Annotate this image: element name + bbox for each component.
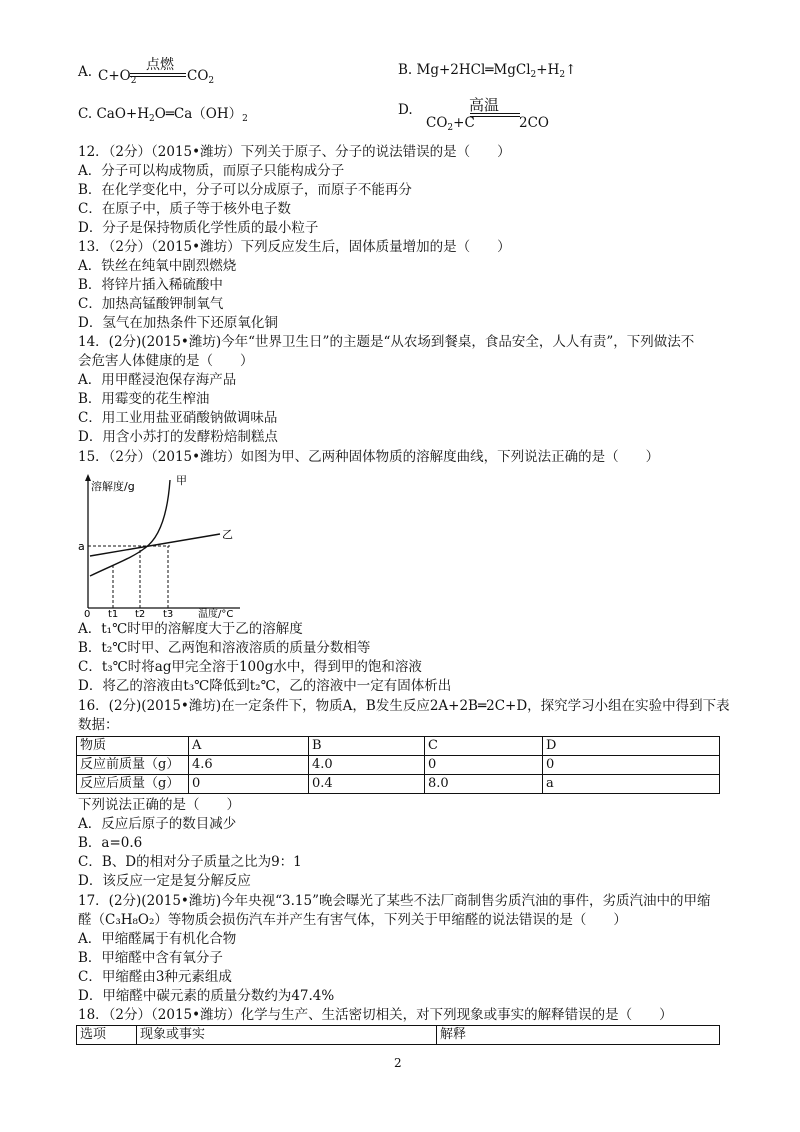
y-axis-label: 溶解度/g — [91, 480, 135, 493]
q11-a-product: $CO_2$ — [187, 68, 215, 86]
q16-data-table — [76, 736, 720, 794]
q11-d-product: 2CO — [519, 115, 549, 131]
table-header-cell: 物质 — [77, 737, 189, 756]
q12-stem: 12．（2分）（2015•潍坊）下列关于原子、分子的说法错误的是（ ） — [78, 144, 511, 160]
q16-after-table: 下列说法正确的是（ ） — [78, 797, 240, 813]
q12-option-d: D．分子是保持物质化学性质的最小粒子 — [78, 220, 319, 236]
curve-jia — [90, 480, 170, 576]
q11-a-condition: 点燃 — [146, 57, 174, 73]
origin-label: 0 — [84, 609, 91, 618]
q14-option-a: A．用甲醛浸泡保存海产品 — [78, 372, 237, 388]
q15-option-b: B．t₂℃时甲、乙两饱和溶液溶质的质量分数相等 — [78, 640, 371, 656]
table-cell: 8.0 — [425, 775, 543, 794]
q11-a-equal-bar-top — [130, 73, 186, 74]
q17-option-c: C．甲缩醛由3种元素组成 — [78, 969, 232, 985]
a-tick-label: a — [78, 540, 85, 553]
q12-option-a: A．分子可以构成物质，而原子只能构成分子 — [78, 163, 345, 179]
q13-option-b: B．将锌片插入稀硫酸中 — [78, 277, 223, 293]
q11-a-equation: $C+O_2$ — [98, 68, 137, 86]
table-cell: 0 — [189, 775, 309, 794]
q15-stem: 15．（2分）（2015•潍坊）如图为甲、乙两种固体物质的溶解度曲线，下列说法正确的是（ ） — [78, 449, 660, 465]
q11-d-condition: 高温 — [468, 96, 499, 114]
q16-option-b: B．a=0.6 — [78, 835, 143, 851]
q13-stem: 13．（2分）（2015•潍坊）下列反应发生后，固体质量增加的是（ ） — [78, 239, 511, 255]
q17-stem-line1: 17．(2分)(2015•潍坊)今年央视“3.15”晚会曝光了某些不法厂商制售劣质汽油的事件，劣质汽油中的甲缩 — [78, 893, 711, 909]
q11-option-a-label: A. — [78, 64, 93, 80]
curve-label-yi: 乙 — [222, 528, 233, 541]
q14-option-d: D．用含小苏打的发酵粉焙制糕点 — [78, 429, 278, 445]
q11-a-equal-bar-bottom — [130, 76, 186, 77]
q16-option-a: A．反应后原子的数目减少 — [78, 816, 237, 832]
table-header-row — [77, 1026, 720, 1045]
table-header-cell: 选项 — [77, 1026, 137, 1045]
q17-option-d: D．甲缩醛中碳元素的质量分数约为47.4% — [78, 988, 335, 1004]
q16-stem-line1: 16．(2分)(2015•潍坊)在一定条件下，物质A，B发生反应2A+2B═2C+D，探究学习小组在实验中得到下表 — [78, 698, 730, 714]
t1-label: t1 — [108, 609, 119, 618]
q12-option-b: B．在化学变化中，分子可以分成原子，而原子不能再分 — [78, 182, 412, 198]
q14-option-c: C．用工业用盐亚硝酸钠做调味品 — [78, 410, 278, 426]
q14-stem-line1: 14．(2分)(2015•潍坊)今年“世界卫生日”的主题是“从农场到餐桌，食品安全，人人有责”，下列做法不 — [78, 334, 695, 350]
table-cell: 反应后质量（g） — [77, 775, 189, 794]
q15-option-a: A．t₁℃时甲的溶解度大于乙的溶解度 — [78, 621, 303, 637]
q13-option-a: A．铁丝在纯氧中剧烈燃烧 — [78, 258, 237, 274]
table-row — [77, 756, 720, 775]
table-header-cell: A — [189, 737, 309, 756]
q15-option-c: C．t₃℃时将ag甲完全溶于100g水中，得到甲的饱和溶液 — [78, 659, 422, 675]
table-header-cell: 现象或事实 — [137, 1026, 437, 1045]
page-number: 2 — [394, 1056, 402, 1070]
q17-stem-line2: 醛（C₃H₈O₂）等物质会损伤汽车并产生有害气体，下列关于甲缩醛的说法错误的是（ ） — [78, 912, 627, 928]
table-cell: 0 — [425, 756, 543, 775]
q13-option-c: C．加热高锰酸钾制氧气 — [78, 296, 224, 312]
q17-option-b: B．甲缩醛中含有氧分子 — [78, 950, 223, 966]
table-header-cell: B — [309, 737, 425, 756]
q14-option-b: B．用霉变的花生榨油 — [78, 391, 210, 407]
table-cell: 4.6 — [189, 756, 309, 775]
table-header-cell: 解释 — [437, 1026, 720, 1045]
table-header-row — [77, 737, 720, 756]
q15-option-d: D．将乙的溶液由t₃℃降低到t₂℃，乙的溶液中一定有固体析出 — [78, 678, 452, 694]
q11-d-equal-bar-bottom — [470, 116, 520, 117]
q16-option-d: D．该反应一定是复分解反应 — [78, 873, 251, 889]
t2-label: t2 — [135, 609, 146, 618]
q13-option-d: D．氢气在加热条件下还原氧化铜 — [78, 315, 278, 331]
t3-label: t3 — [163, 609, 174, 618]
table-header-cell: C — [425, 737, 543, 756]
q17-option-a: A．甲缩醛属于有机化合物 — [78, 931, 237, 947]
table-row — [77, 775, 720, 794]
q12-option-c: C．在原子中，质子等于核外电子数 — [78, 201, 291, 217]
table-cell: 4.0 — [309, 756, 425, 775]
table-header-cell: D — [543, 737, 720, 756]
table-cell: 反应前质量（g） — [77, 756, 189, 775]
table-cell: 0 — [543, 756, 720, 775]
q11-option-d-label: D. — [398, 102, 413, 118]
solubility-curve-figure — [70, 468, 260, 618]
q11-option-c: C. $CaO+H_2O═Ca(OH)_2$ — [78, 106, 248, 124]
table-cell: a — [543, 775, 720, 794]
x-axis-label: 温度/°C — [198, 609, 234, 618]
curve-label-jia: 甲 — [176, 474, 187, 487]
q14-stem-line2: 会危害人体健康的是（ ） — [78, 353, 254, 369]
q16-stem-line2: 数据： — [78, 717, 119, 733]
q18-table — [76, 1025, 720, 1045]
q11-d-equal-bar-top — [470, 113, 520, 114]
q11-d-reactants: $CO_2+C$ — [426, 115, 475, 133]
q16-option-c: C．B、D的相对分子质量之比为9：1 — [78, 854, 302, 870]
q11-option-b: B. $Mg+2HCl═MgCl_2+H_2↑$ — [398, 62, 577, 80]
table-cell: 0.4 — [309, 775, 425, 794]
q18-stem: 18．（2分）（2015•潍坊）化学与生产、生活密切相关，对下列现象或事实的解释错误的是（ ） — [78, 1007, 673, 1023]
